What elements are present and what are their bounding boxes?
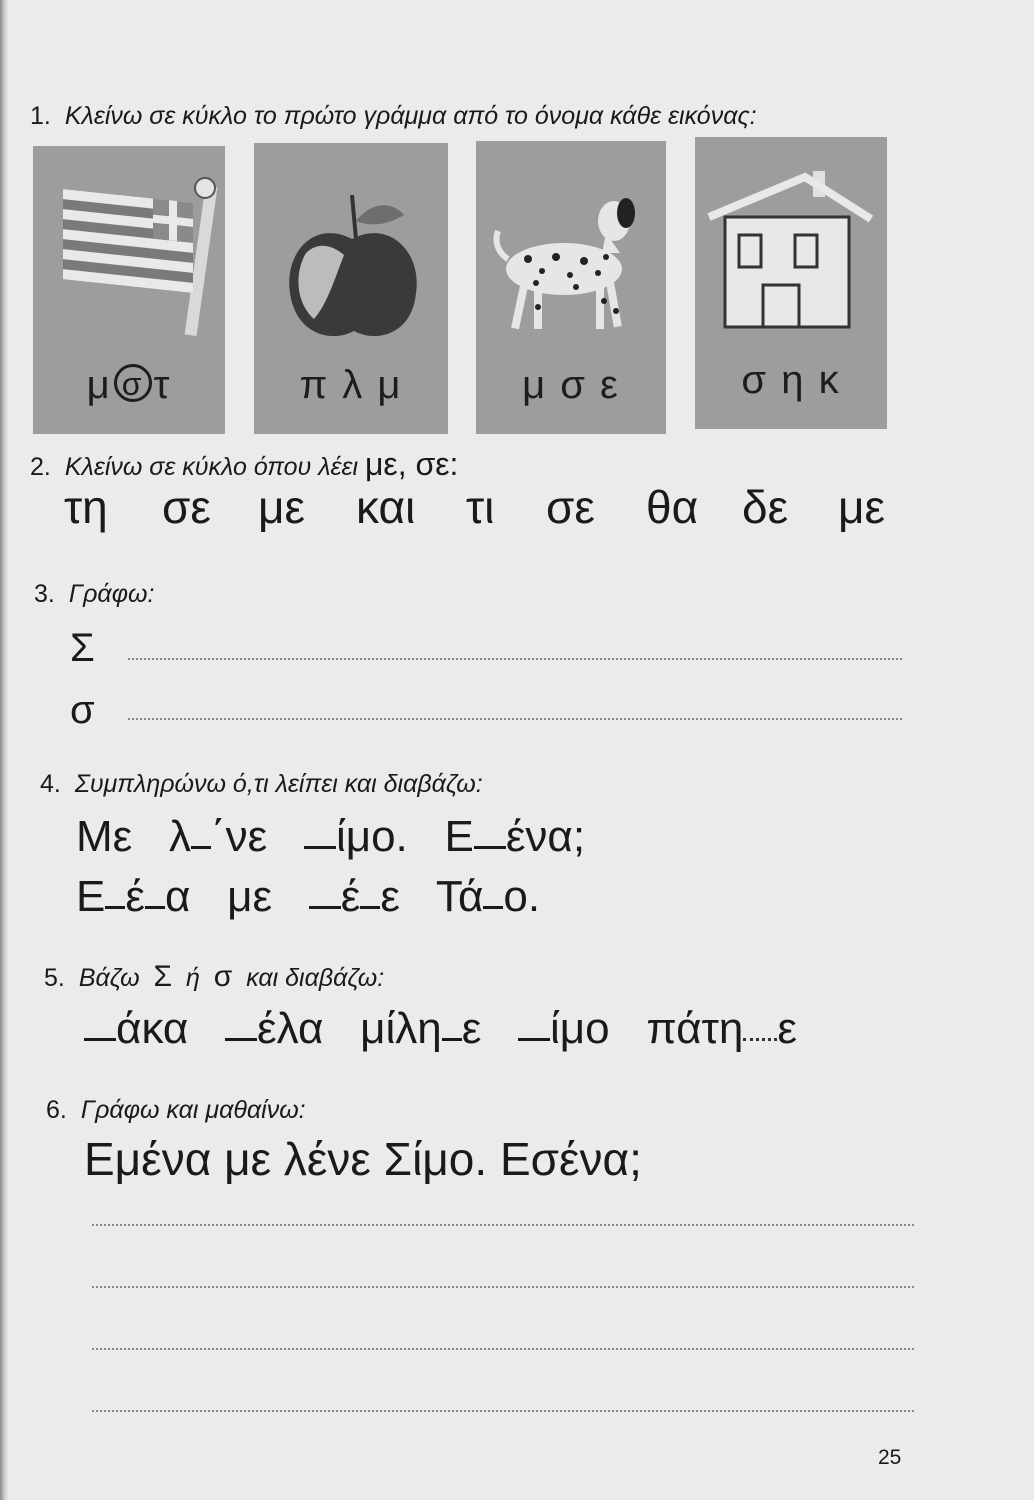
exercise6-line-2[interactable] xyxy=(92,1286,914,1288)
ex2-word-5: τι xyxy=(466,481,495,533)
card-flag-letter-1: μ xyxy=(86,363,112,407)
exercise3-text: Γράφω: xyxy=(68,580,155,608)
ex4-blank-4[interactable] xyxy=(105,906,125,909)
exercise5-option-upper: Σ xyxy=(153,960,173,993)
exercise6-line-1[interactable] xyxy=(92,1224,914,1226)
exercise2-instruction xyxy=(30,446,458,483)
exercise6-instruction xyxy=(46,1096,306,1125)
ex4-blank-2[interactable] xyxy=(304,846,336,849)
ex4-l1-word-4b: ένα; xyxy=(505,812,586,861)
exercise5-text-after: και διαβάζω: xyxy=(246,964,385,992)
ex4-l2-word-1a: Ε xyxy=(76,872,106,921)
ex2-word-9: με xyxy=(838,481,886,533)
exercise5-words xyxy=(84,1004,797,1054)
ex4-l2-word-2: με xyxy=(227,872,273,921)
exercise6-line-4[interactable] xyxy=(92,1410,914,1412)
exercise3-line-2[interactable] xyxy=(128,718,902,720)
exercise6-number: 6. xyxy=(46,1096,67,1124)
ex5-word-2: έλα xyxy=(257,1004,324,1053)
ex2-word-3: με xyxy=(258,481,306,533)
ex4-l2-word-4a: Τά xyxy=(435,872,484,921)
ex2-word-2: σε xyxy=(162,481,211,533)
exercise4-text: Συμπληρώνω ό,τι λείπει και διαβάζω: xyxy=(74,770,483,798)
ex4-l1-word-3: ίμο. xyxy=(335,812,408,861)
page-number: 25 xyxy=(878,1446,902,1469)
ex5-word-3b: ε xyxy=(461,1004,482,1053)
exercise6-line-3[interactable] xyxy=(92,1348,914,1350)
ex4-l1-word-4a: Ε xyxy=(444,812,474,861)
exercise6-sentence: Εμένα με λένε Σίμο. Εσένα; xyxy=(84,1133,642,1185)
exercise5-instruction xyxy=(44,960,384,994)
card-house-letters: σ η κ xyxy=(741,358,841,402)
ex5-word-3a: μίλη xyxy=(360,1004,442,1053)
card-flag xyxy=(33,146,225,434)
card-flag-letters xyxy=(33,363,225,408)
exercise3-row-upper-letter: Σ xyxy=(70,626,95,670)
ex5-blank-5[interactable] xyxy=(743,1038,777,1041)
ex4-blank-3[interactable] xyxy=(474,846,506,849)
ex4-l2-word-1b: έ xyxy=(125,872,145,921)
card-dog-letters: μ σ ε xyxy=(522,363,620,407)
exercise3-row-lower-letter: σ xyxy=(70,688,95,732)
ex4-l2-word-3a: έ xyxy=(340,872,361,921)
ex4-l1-word-1: Με xyxy=(76,812,133,861)
ex5-blank-4[interactable] xyxy=(518,1038,550,1041)
ex4-blank-5[interactable] xyxy=(145,906,165,909)
ex4-blank-1[interactable] xyxy=(191,846,211,849)
ex2-word-1: τη xyxy=(64,481,108,533)
ex5-word-4: ίμο xyxy=(550,1004,610,1053)
exercise3-line-1[interactable] xyxy=(128,658,902,660)
ex4-l1-word-2a: λ xyxy=(168,812,191,861)
exercise5-or: ή xyxy=(185,964,200,992)
card-apple-letters: π λ μ xyxy=(299,363,403,407)
ex4-blank-8[interactable] xyxy=(483,906,503,909)
page-binding-edge xyxy=(0,0,8,1500)
exercise5-option-lower: σ xyxy=(213,960,233,993)
exercise5-number: 5. xyxy=(44,964,65,992)
ex5-blank-1[interactable] xyxy=(84,1038,116,1041)
ex4-l2-word-3b: ε xyxy=(380,872,401,921)
ex2-word-6: σε xyxy=(546,481,595,533)
ex2-word-4: και xyxy=(356,481,416,533)
exercise5-text-before: Βάζω xyxy=(78,964,140,992)
exercise4-line-2 xyxy=(76,872,540,922)
ex5-word-5a: πάτη xyxy=(646,1004,744,1053)
exercise3-instruction xyxy=(34,580,154,609)
ex5-word-1: άκα xyxy=(116,1004,189,1053)
ex4-l2-word-1c: α xyxy=(164,872,191,921)
ex5-blank-3[interactable] xyxy=(442,1038,462,1041)
ex4-blank-7[interactable] xyxy=(360,906,380,909)
exercise2-target: με, σε: xyxy=(364,446,459,482)
ex5-blank-2[interactable] xyxy=(225,1038,257,1041)
exercise4-number: 4. xyxy=(40,770,61,798)
exercise3-number: 3. xyxy=(34,580,55,608)
exercise1-text: Κλείνω σε κύκλο το πρώτο γράμμα από το όνομα κάθε εικόνας: xyxy=(64,102,757,130)
ex4-blank-6[interactable] xyxy=(309,906,341,909)
ex4-l2-word-4b: ο. xyxy=(503,872,541,921)
ex2-word-8: δε xyxy=(742,481,789,533)
exercise6-text: Γράφω και μαθαίνω: xyxy=(80,1096,306,1124)
exercise1-number: 1. xyxy=(30,102,51,130)
exercise2-text: Κλείνω σε κύκλο όπου λέει xyxy=(64,453,359,481)
exercise4-line-1 xyxy=(76,812,585,862)
card-dog xyxy=(476,141,666,434)
circled-letter: σ xyxy=(114,364,152,402)
card-house xyxy=(695,137,887,429)
card-flag-letter-3: τ xyxy=(153,363,172,407)
exercise1-instruction xyxy=(30,102,757,131)
card-apple xyxy=(254,143,448,434)
ex2-word-7: θα xyxy=(646,481,699,533)
exercise4-instruction xyxy=(40,770,483,799)
ex5-word-5b: ε xyxy=(777,1004,797,1053)
ex4-l1-word-2b: ΄νε xyxy=(210,812,268,861)
exercise2-number: 2. xyxy=(30,453,51,481)
